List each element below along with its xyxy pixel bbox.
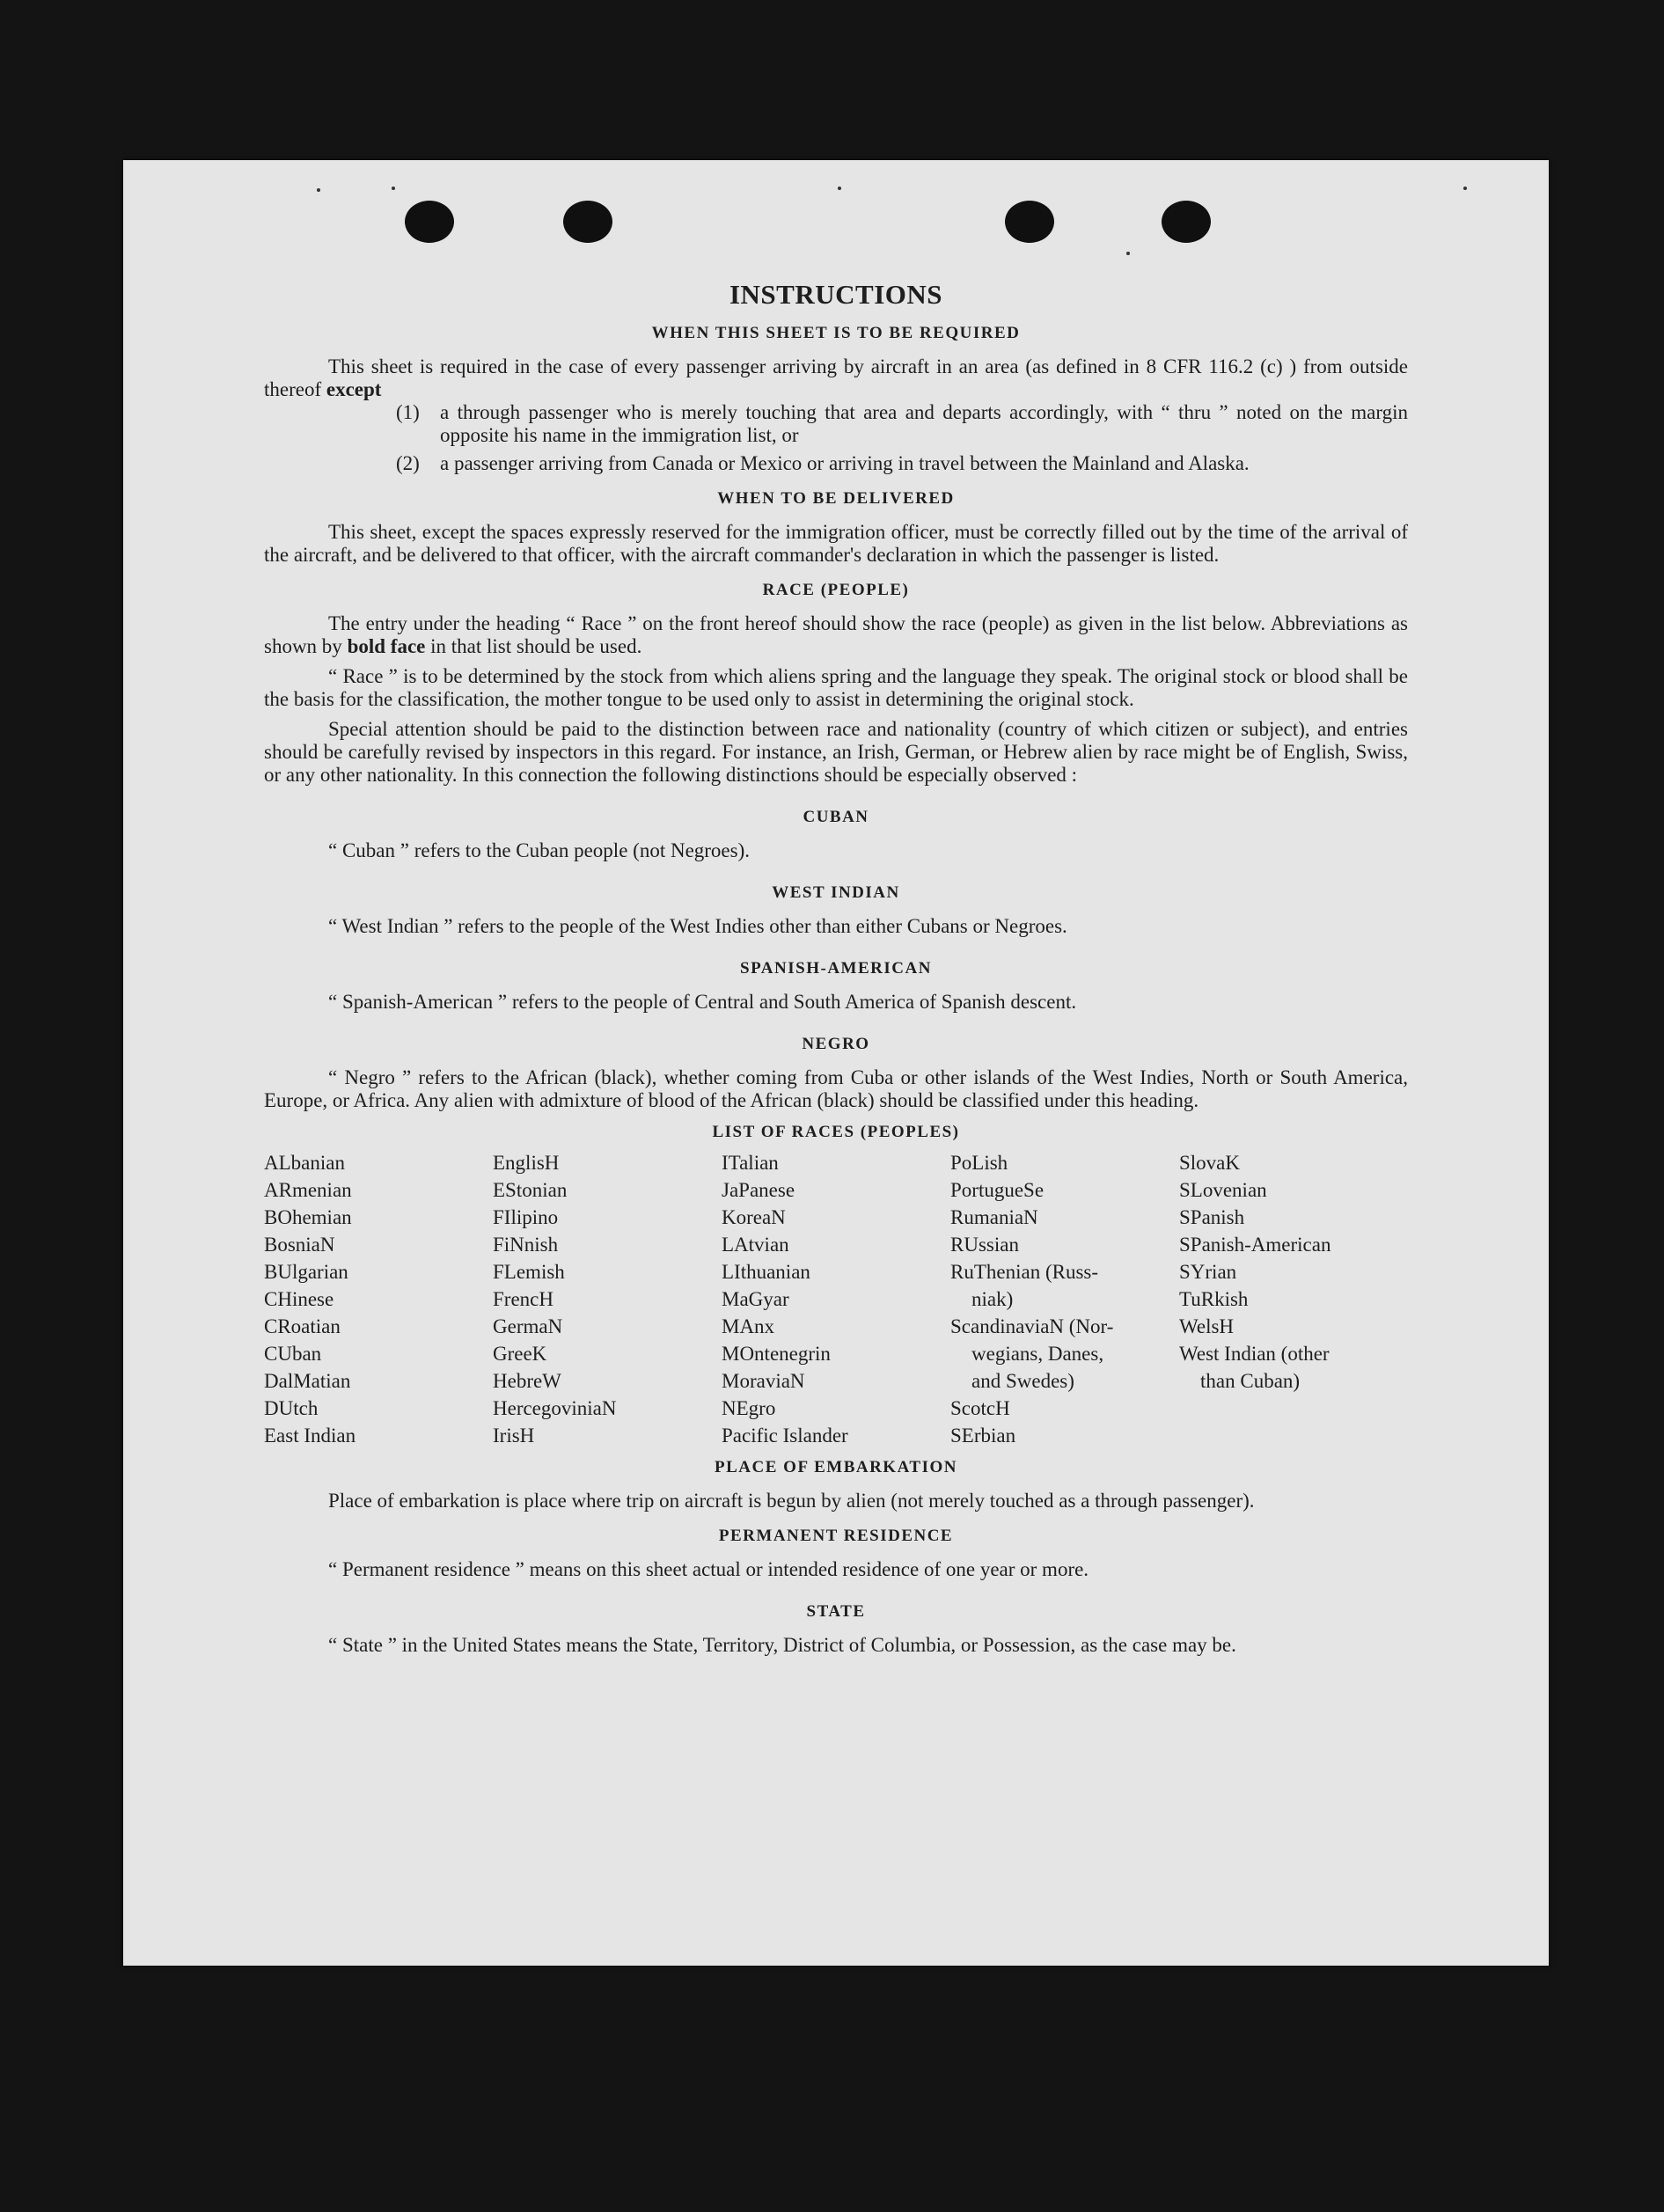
heading-state: STATE — [806, 1602, 866, 1621]
punch-hole — [1162, 201, 1211, 243]
race-p1-text: The entry under the heading “ Race ” on the front hereof should show the race (people) as given in the list below. Abbreviations as shown by — [264, 612, 1408, 657]
race-paragraph-1 — [264, 612, 1408, 658]
punch-hole — [405, 201, 454, 243]
instructions-content — [264, 280, 1408, 1657]
embarkation-text: Place of embarkation is place where trip on aircraft is begun by alien (not merely touched as a through passenger). — [328, 1490, 1255, 1512]
race-entry: West Indian (other — [1179, 1343, 1330, 1365]
race-entry: PortugueSe — [950, 1179, 1045, 1201]
required-intro-text: This sheet is required in the case of every passenger arriving by aircraft in an area (as defined in 8 CFR 116.2 (c) ) from outside thereof — [264, 355, 1408, 400]
race-entry: SYrian — [1179, 1261, 1237, 1283]
race-entry: ScandinaviaN (Nor- — [950, 1315, 1114, 1337]
speck — [317, 188, 320, 192]
required-intro-bold: except — [326, 378, 382, 400]
cuban-text: “ Cuban ” refers to the Cuban people (not Negroes). — [328, 839, 751, 861]
race-entry: JaPanese — [722, 1179, 795, 1201]
heading-list-of-races: LIST OF RACES (PEOPLES) — [712, 1123, 960, 1141]
speck — [1463, 187, 1467, 190]
race-entry: SPanish-American — [1179, 1234, 1331, 1256]
list-item — [396, 452, 1408, 475]
races-table — [264, 1149, 1408, 1449]
race-entry: ARmenian — [264, 1179, 352, 1201]
race-entry: BosniaN — [264, 1234, 335, 1256]
heading-residence: PERMANENT RESIDENCE — [718, 1527, 954, 1545]
race-paragraph-3: Special attention should be paid to the distinction between race and nationality (country of which citizen or subject), and entries should be carefully revised by inspectors in this regard. For instance, an Irish, German, or Hebrew alien by race might be of English, Swiss, or any other nationality. In this connection the following distinctions should be especially observed : — [264, 718, 1408, 786]
item-text: a passenger arriving from Canada or Mexico or arriving in travel between the Mainland and Alaska. — [440, 452, 1250, 474]
item-number: (1) — [396, 401, 420, 423]
race-p1-bold: bold face — [347, 635, 426, 657]
race-entry: GreeK — [493, 1343, 547, 1365]
race-entry: and Swedes) — [971, 1370, 1074, 1392]
delivered-text: This sheet, except the spaces expressly reserved for the immigration officer, must be correctly filled out by the time of the arrival of the aircraft, and be delivered to that officer, with the aircraft commander's declaration in which the passenger is listed. — [264, 521, 1408, 566]
spanish-american-text: “ Spanish-American ” refers to the people of Central and South America of Spanish descent. — [328, 991, 1077, 1013]
race-entry: LIthuanian — [722, 1261, 810, 1283]
race-entry: East Indian — [264, 1425, 356, 1447]
race-entry: GermaN — [493, 1315, 563, 1337]
heading-negro: NEGRO — [802, 1035, 870, 1053]
race-entry: RuThenian (Russ- — [950, 1261, 1099, 1283]
race-entry: MAnx — [722, 1315, 775, 1337]
west-indian-text: “ West Indian ” refers to the people of the West Indies other than either Cubans or Negroes. — [328, 915, 1067, 937]
required-intro — [264, 355, 1408, 401]
race-entry: FrencH — [493, 1288, 553, 1310]
races-column-4 — [950, 1149, 1179, 1449]
races-column-1 — [264, 1149, 493, 1449]
race-p1-end: in that list should be used. — [430, 635, 642, 657]
list-item — [396, 401, 1408, 447]
item-number: (2) — [396, 452, 420, 474]
race-entry: KoreaN — [722, 1206, 786, 1228]
race-entry: SPanish — [1179, 1206, 1245, 1228]
race-entry: SErbian — [950, 1425, 1016, 1447]
page-title: INSTRUCTIONS — [729, 279, 942, 310]
race-entry: WelsH — [1179, 1315, 1235, 1337]
race-entry: MoraviaN — [722, 1370, 805, 1392]
race-entry: FiNnish — [493, 1234, 559, 1256]
race-entry: BOhemian — [264, 1206, 352, 1228]
heading-spanish-american: SPANISH-AMERICAN — [740, 959, 932, 978]
race-entry: EnglisH — [493, 1152, 560, 1174]
race-entry: wegians, Danes, — [971, 1343, 1104, 1365]
heading-cuban: CUBAN — [803, 808, 869, 826]
race-entry: SlovaK — [1179, 1152, 1240, 1174]
race-entry: IrisH — [493, 1425, 535, 1447]
race-entry: niak) — [971, 1288, 1014, 1310]
race-entry: PoLish — [950, 1152, 1008, 1174]
race-entry: CUban — [264, 1343, 322, 1365]
negro-text: “ Negro ” refers to the African (black), whether coming from Cuba or other islands of the West Indies, North or South America, Europe, or Africa. Any alien with admixture of blood of the African (black) should be classified under this heading. — [264, 1066, 1408, 1111]
race-entry: NEgro — [722, 1397, 776, 1419]
race-entry: FLemish — [493, 1261, 565, 1283]
race-paragraph-2: “ Race ” is to be determined by the stock from which aliens spring and the language they speak. The original stock or blood shall be the basis for the classification, the mother tongue to be used only to assist in determining the original stock. — [264, 665, 1408, 710]
item-text: a through passenger who is merely touching that area and departs accordingly, with “ thru ” noted on the margin opposite his name in the immigration list, or — [440, 401, 1408, 446]
race-entry: HebreW — [493, 1370, 561, 1392]
race-entry: SLovenian — [1179, 1179, 1267, 1201]
speck — [392, 187, 395, 190]
race-entry: DalMatian — [264, 1370, 351, 1392]
heading-race: RACE (PEOPLE) — [762, 581, 910, 599]
heading-embarkation: PLACE OF EMBARKATION — [715, 1458, 957, 1476]
race-entry: ITalian — [722, 1152, 779, 1174]
race-entry: EStonian — [493, 1179, 568, 1201]
residence-text: “ Permanent residence ” means on this sheet actual or intended residence of one year or more. — [328, 1558, 1089, 1580]
speck — [1126, 252, 1130, 255]
races-column-3 — [722, 1149, 950, 1449]
heading-delivered: WHEN TO BE DELIVERED — [717, 489, 955, 508]
race-entry: DUtch — [264, 1397, 319, 1419]
punch-hole — [1005, 201, 1054, 243]
race-entry: ScotcH — [950, 1397, 1010, 1419]
race-entry: RUssian — [950, 1234, 1019, 1256]
race-entry: CRoatian — [264, 1315, 341, 1337]
race-entry: BUlgarian — [264, 1261, 348, 1283]
race-entry: FIlipino — [493, 1206, 559, 1228]
race-entry: MaGyar — [722, 1288, 789, 1310]
heading-required: WHEN THIS SHEET IS TO BE REQUIRED — [651, 324, 1021, 342]
race-entry: ALbanian — [264, 1152, 345, 1174]
race-entry: RumaniaN — [950, 1206, 1038, 1228]
race-entry: than Cuban) — [1200, 1370, 1301, 1392]
race-entry: LAtvian — [722, 1234, 789, 1256]
race-entry: Pacific Islander — [722, 1425, 848, 1447]
race-entry: CHinese — [264, 1288, 334, 1310]
document-sheet — [123, 160, 1549, 1966]
race-entry: TuRkish — [1179, 1288, 1249, 1310]
punch-hole — [563, 201, 612, 243]
race-entry: HercegoviniaN — [493, 1397, 617, 1419]
race-entry: MOntenegrin — [722, 1343, 831, 1365]
state-text: “ State ” in the United States means the State, Territory, District of Columbia, or Possession, as the case may be. — [328, 1634, 1236, 1656]
races-column-5 — [1179, 1149, 1408, 1449]
races-column-2 — [493, 1149, 722, 1449]
speck — [838, 187, 841, 190]
heading-west-indian: WEST INDIAN — [772, 883, 900, 902]
